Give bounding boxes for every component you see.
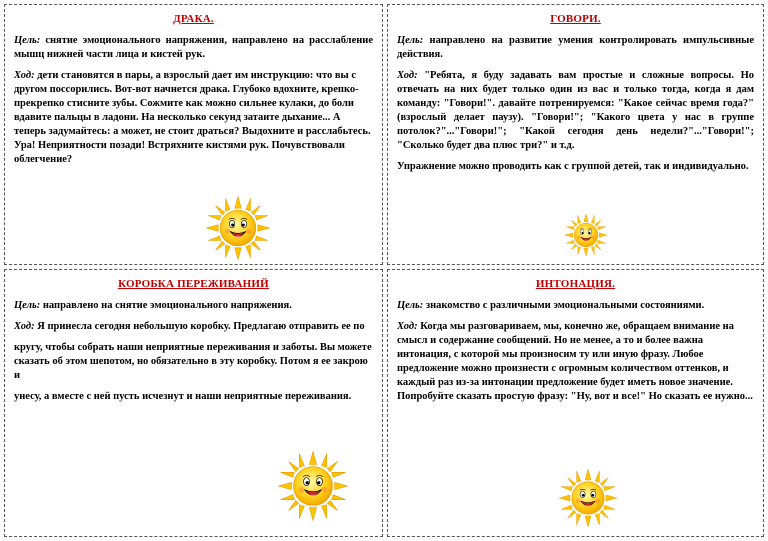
game-card-fight: [4, 4, 383, 265]
move-paragraph: [14, 69, 373, 167]
goal-label: Цель:: [14, 300, 41, 311]
smiling-sun-icon: [564, 213, 608, 257]
move-label: Ход:: [14, 321, 35, 332]
move-label: Ход:: [397, 321, 418, 332]
goal-text: знакомство с различными эмоциональными состояниями.: [425, 300, 705, 311]
move-paragraph-3: унесу, а вместе с ней пусть исчезнут и наши неприятные переживания.: [14, 391, 352, 402]
move-paragraph: [14, 320, 373, 334]
game-card-intonation: [387, 269, 764, 537]
move-label: Ход:: [397, 70, 418, 81]
extra-paragraph: Упражнение можно проводить как с группой детей, так и индивидуально.: [397, 161, 749, 172]
game-card-speak: [387, 4, 764, 265]
goal-paragraph: [397, 299, 754, 313]
goal-label: Цель:: [397, 35, 424, 46]
goal-text: направлено на снятие эмоционального напряжения.: [42, 300, 292, 311]
goal-paragraph: [397, 34, 754, 62]
move-text: "Ребята, я буду задавать вам простые и сложные вопросы. Но отвечать на них будет только один из вас и только тогда, когда я дам команду: "Говори!". давайте потренируемся: "Какое сейчас время года?" (взрослый делает паузу). "Говори!"; "Какого цвета у нас в группе потолок?"..."Говори!"; "Какой сегодня день недели?"..."Говори!"; "Сколько будет два плюс три?" и т.д.: [397, 70, 755, 151]
goal-label: Цель:: [397, 300, 424, 311]
move-text: дети становятся в пары, а взрослый дает им инструкцию: что вы с другом поссорились. Вот-вот начнется драка. Глубоко вдохните, крепко-прекрепко стисните зубы. Сожмите как можно сильнее кулаки, до боли вдавите пальцы в ладони. На несколько секунд затаите дыхание... А теперь задумайтесь: а может, не стоит драться? Выдохните и расслабьтесь. Ура! Неприятности позади! Встряхните кистями рук. Почувствовали облегчение?: [14, 70, 371, 165]
move-paragraph-2: кругу, чтобы собрать наши неприятные переживания и заботы. Вы можете сказать об этом шепотом, но обязательно в эту коробку. Потом я ее закрою и: [14, 342, 372, 381]
goal-paragraph: [14, 34, 373, 62]
card-title: КОРОБКА ПЕРЕЖИВАНИЙ: [118, 278, 269, 290]
smiling-sun-icon: [205, 195, 271, 261]
goal-paragraph: [14, 299, 373, 313]
card-title: ИНТОНАЦИЯ.: [535, 278, 616, 290]
move-label: Ход:: [14, 70, 35, 81]
card-title: ГОВОРИ.: [550, 13, 601, 25]
card-title: ДРАКА.: [173, 13, 214, 25]
move-paragraph: [397, 320, 754, 404]
move-text: Когда мы разговариваем, мы, конечно же, обращаем внимание на смысл и содержание сообщений. Но не менее, а то и более важна интонация, с которой мы произносим ту или иную фразу. Любое предложение можно произнести с огромным количеством оттенков, и каждый раз из-за интонации предложение будет иметь новое значение. Попробуйте сказать простую фразу: "Ну, вот и все!" Но сказать ее нужно...: [397, 321, 753, 402]
goal-text: направлено на развитие умения контролировать импульсивные действия.: [397, 35, 755, 60]
goal-text: снятие эмоционального напряжения, направлено на расслабление мышц нижней части лица и кистей рук.: [14, 35, 373, 60]
move-text: Я принесла сегодня небольшую коробку. Предлагаю отправить ее по: [37, 321, 365, 332]
goal-label: Цель:: [14, 35, 41, 46]
game-card-worry-box: [4, 269, 383, 537]
smiling-sun-icon: [558, 468, 618, 528]
move-paragraph: [397, 69, 754, 153]
smiling-sun-icon: [277, 450, 349, 522]
